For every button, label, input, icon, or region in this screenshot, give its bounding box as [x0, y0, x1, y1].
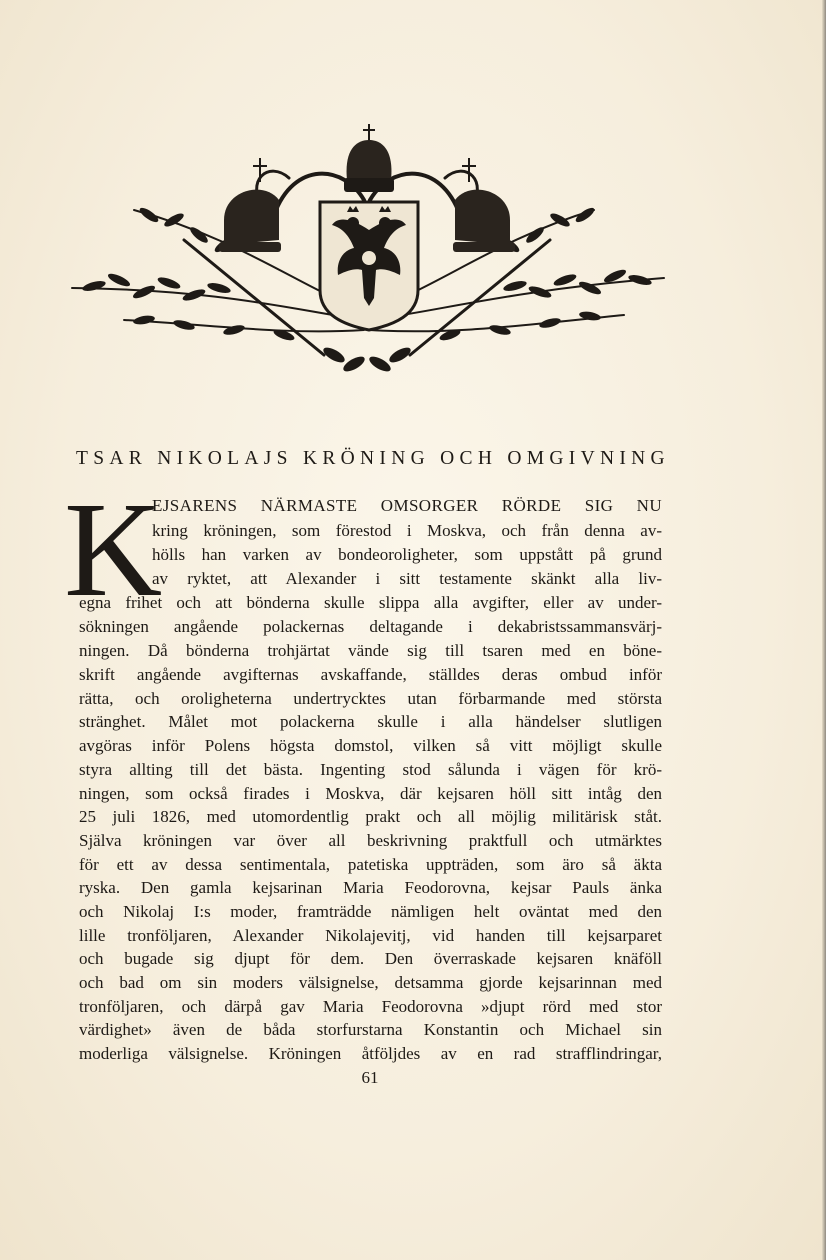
- text-line: 25 juli 1826, med utomordentlig prakt och all möjlig militärisk ståt.: [79, 807, 662, 826]
- text-line: rätta, och oroligheterna undertrycktes utan förbarmande med största: [79, 689, 662, 708]
- text-line: lille tronföljaren, Alexander Nikolajevitj, vid handen till kejsarparet: [79, 926, 662, 945]
- text-line: ryska. Den gamla kejsarinan Maria Feodorovna, kejsar Pauls änka: [79, 878, 662, 897]
- text-line: för ett av dessa sentimentala, patetiska uppträden, som äro så äkta: [79, 855, 662, 874]
- text-line: avgöras inför Polens högsta domstol, vilken så vitt möjligt skulle: [79, 736, 662, 755]
- page-number: 61: [361, 1068, 379, 1087]
- text-line: Själva kröningen var över all beskrivning praktfull och utmärktes: [79, 831, 662, 850]
- text-line: och Nikolaj I:s moder, framträdde nämligen helt oväntat med den: [79, 902, 662, 921]
- text-line: EJSARENS NÄRMASTE OMSORGER RÖRDE SIG NU: [152, 496, 662, 515]
- text-line: av ryktet, att Alexander i sitt testamente skänkt alla liv-: [152, 569, 662, 588]
- text-line: och bugade sig djupt för dem. Den överraskade kejsaren knäföll: [79, 949, 662, 968]
- text-line: stränghet. Målet mot polackerna skulle i alla händelser slutligen: [79, 712, 662, 731]
- drop-cap-letter: K: [64, 475, 163, 625]
- text-line: egna frihet och att bönderna skulle slippa alla avgifter, eller av under-: [79, 593, 662, 612]
- text-line: ningen. Då bönderna trohjärtat vände sig till tsaren med en böne-: [79, 641, 662, 660]
- text-line: styra allting till det bästa. Ingenting stod sålunda i vägen för krö-: [79, 760, 662, 779]
- text-line: hölls han varken av bondeoroligheter, som uppstått på grund: [152, 545, 662, 564]
- text-line: värdighet» även de båda storfurstarna Konstantin och Michael sin: [79, 1020, 662, 1039]
- text-line: moderliga välsignelse. Kröningen åtföljdes av en rad strafflindringar,: [79, 1044, 662, 1063]
- text-line: tronföljaren, och därpå gav Maria Feodorovna »djupt rörd med stor: [79, 997, 662, 1016]
- chapter-heading: TSAR NIKOLAJS KRÖNING OCH OMGIVNING: [76, 448, 670, 469]
- text-line: och bad om sin moders välsignelse, detsamma gjorde kejsarinnan med: [79, 973, 662, 992]
- text-line: ningen, som också firades i Moskva, där kejsaren höll sitt intåg den: [79, 784, 662, 803]
- text-line: skrift angående avgifternas avskaffande, ställdes deras ombud inför: [79, 665, 662, 684]
- text-line: kring kröningen, som förestod i Moskva, och från denna av-: [152, 521, 662, 540]
- text-line: sökningen angående polackernas deltagande i dekabristssammansvärj-: [79, 617, 662, 636]
